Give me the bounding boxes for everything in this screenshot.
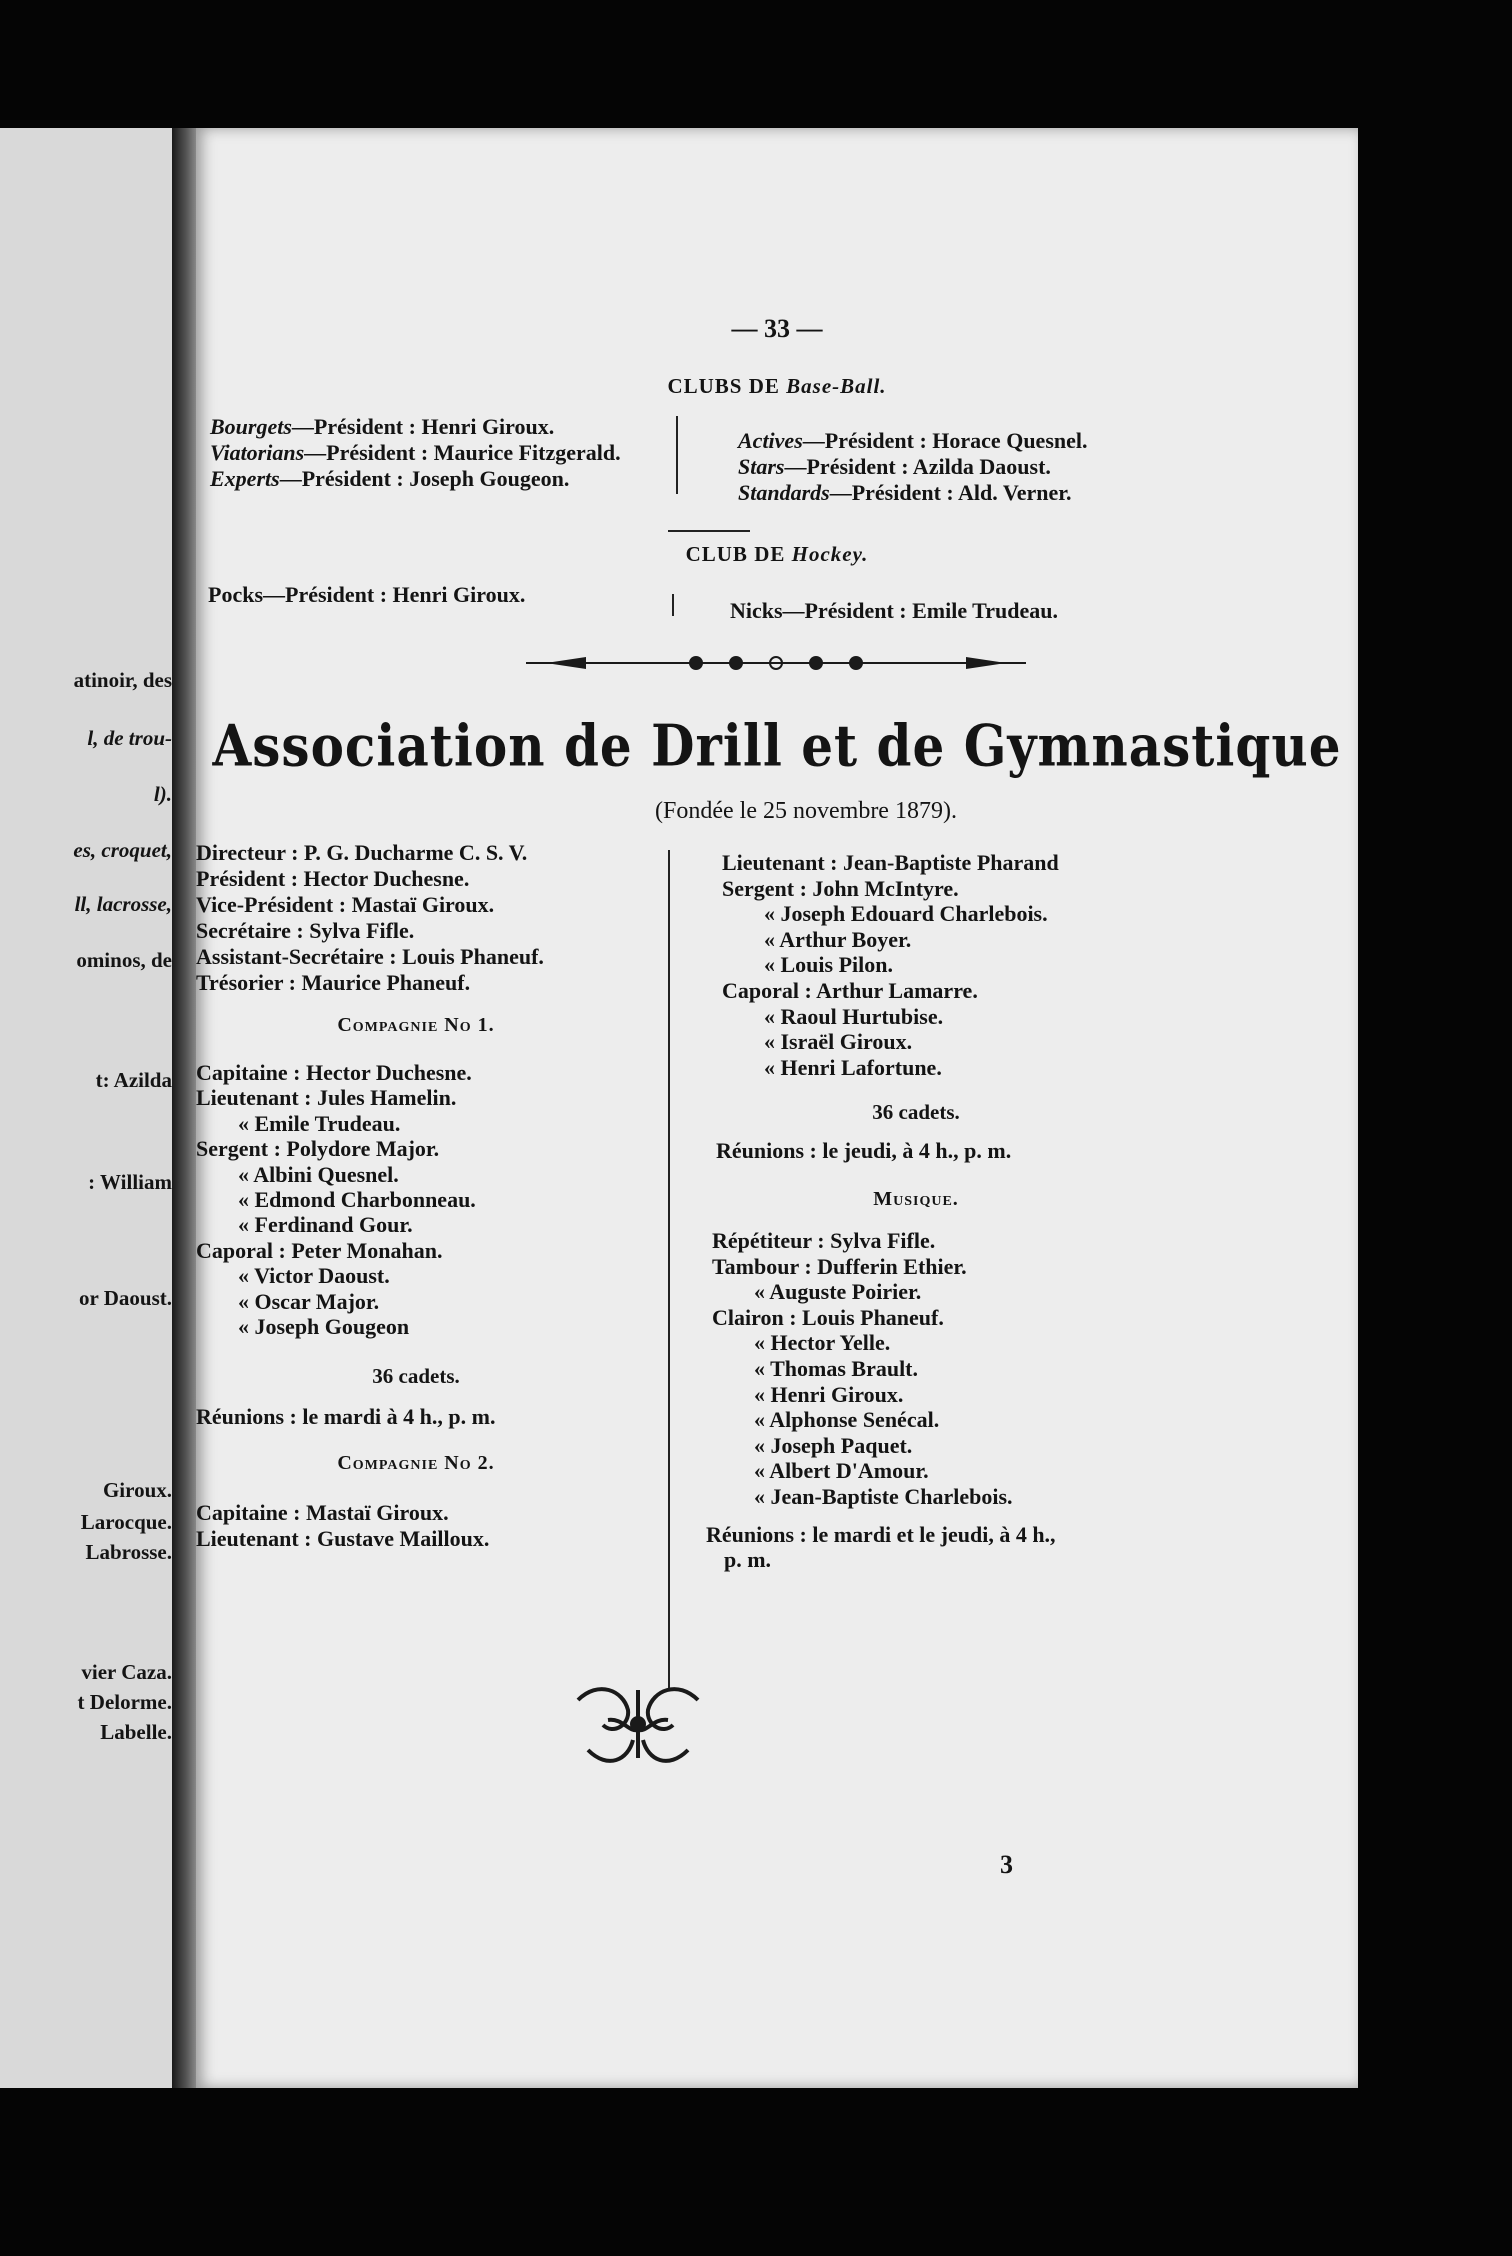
left-page-text-fragment: l, de trou- <box>87 726 172 750</box>
member-entry: « Henri Lafortune. <box>764 1054 942 1080</box>
club-entry: Actives—Président : Horace Quesnel. <box>738 428 1088 453</box>
hockey-right-club: Nicks—Président : Emile Trudeau. <box>730 598 1058 623</box>
club-entry: Standards—Président : Ald. Verner. <box>738 480 1072 505</box>
right-column-meetings: Réunions : le jeudi, à 4 h., p. m. <box>716 1138 1012 1163</box>
signature-mark: 3 <box>1000 1850 1013 1879</box>
association-title: Association de Drill et de Gymnastique <box>212 711 1342 780</box>
column-rule <box>672 594 674 616</box>
baseball-left-list <box>210 414 621 492</box>
member-entry: « Edmond Charbonneau. <box>238 1187 476 1213</box>
club-entry: Viatorians—Président : Maurice Fitzgerald. <box>210 440 621 465</box>
member-entry: « Israël Giroux. <box>764 1029 913 1055</box>
member-entry: « Emile Trudeau. <box>238 1110 401 1136</box>
member-entry: Sergent : Polydore Major. <box>196 1136 440 1162</box>
member-entry: Tambour : Dufferin Ethier. <box>712 1253 967 1279</box>
left-page-text-fragment: ll, lacrosse, <box>74 892 172 916</box>
baseball-heading: CLUBS DE Base-Ball. <box>667 374 887 398</box>
member-entry: « Jean-Baptiste Charlebois. <box>754 1483 1013 1509</box>
company1-members <box>196 1060 476 1339</box>
member-entry: « Ferdinand Gour. <box>238 1212 413 1238</box>
left-page-text-fragment: vier Caza. <box>81 1660 172 1684</box>
member-entry: Caporal : Arthur Lamarre. <box>722 977 978 1003</box>
section-rule <box>668 530 750 532</box>
left-page-text-fragment: or Daoust. <box>79 1286 172 1310</box>
member-entry: « Albert D'Amour. <box>754 1458 929 1484</box>
officer-entry: Trésorier : Maurice Phaneuf. <box>196 970 471 995</box>
member-entry: Capitaine : Hector Duchesne. <box>196 1060 472 1085</box>
left-page-text-fragment: t: Azilda <box>95 1068 172 1092</box>
member-entry: « Thomas Brault. <box>754 1355 919 1381</box>
club-entry: Stars—Président : Azilda Daoust. <box>738 454 1051 479</box>
page-number: — 33 — <box>731 314 823 343</box>
member-entry: « Oscar Major. <box>238 1288 380 1314</box>
member-entry: Sergent : John McIntyre. <box>722 875 959 901</box>
association-founded: (Fondée le 25 novembre 1879). <box>655 798 957 824</box>
member-entry: Lieutenant : Jules Hamelin. <box>196 1085 457 1111</box>
member-entry: « Auguste Poirier. <box>754 1279 922 1305</box>
column-rule <box>676 416 678 494</box>
member-entry: Capitaine : Mastaï Giroux. <box>196 1500 449 1525</box>
member-entry: « Alphonse Senécal. <box>754 1407 940 1433</box>
previous-page-edge <box>0 128 174 2088</box>
officer-entry: Vice-Président : Mastaï Giroux. <box>196 892 495 917</box>
floral-ornament-icon <box>568 1680 708 1766</box>
right-column-members <box>722 850 1059 1080</box>
ornamental-rule-icon <box>526 652 1026 674</box>
left-page-text-fragment: t Delorme. <box>77 1690 172 1714</box>
member-entry: « Joseph Gougeon <box>238 1314 410 1340</box>
hockey-left-club: Pocks—Président : Henri Giroux. <box>208 582 526 607</box>
member-entry: « Hector Yelle. <box>754 1330 891 1356</box>
musique-members <box>712 1228 1013 1510</box>
musique-heading: Musique. <box>873 1188 959 1210</box>
officer-entry: Secrétaire : Sylva Fifle. <box>196 918 415 943</box>
member-entry: « Joseph Paquet. <box>754 1432 913 1458</box>
left-page-text-fragment: atinoir, des <box>73 668 172 692</box>
officers-list <box>196 840 544 996</box>
club-entry: Bourgets—Président : Henri Giroux. <box>210 414 555 439</box>
member-entry: Répétiteur : Sylva Fifle. <box>712 1228 936 1253</box>
club-entry: Experts—Président : Joseph Gougeon. <box>210 466 570 491</box>
left-page-text-fragment: Labelle. <box>100 1720 172 1744</box>
left-page-text-fragment: ominos, de <box>76 948 172 972</box>
officer-entry: Président : Hector Duchesne. <box>196 866 470 891</box>
left-page-text-fragment: : William <box>88 1170 172 1194</box>
officer-entry: Directeur : P. G. Ducharme C. S. V. <box>196 840 528 865</box>
member-entry: « Louis Pilon. <box>764 952 893 978</box>
company1-cadets: 36 cadets. <box>372 1364 460 1388</box>
company2-heading: Compagnie No 2. <box>337 1452 495 1474</box>
member-entry: Lieutenant : Jean-Baptiste Pharand <box>722 850 1059 875</box>
musique-meetings: Réunions : le mardi et le jeudi, à 4 h., p. m. <box>706 1522 1056 1572</box>
right-column-cadets: 36 cadets. <box>872 1100 960 1124</box>
left-page-text-fragment: Labrosse. <box>85 1540 172 1564</box>
left-page-text-fragment: l). <box>153 782 172 806</box>
member-entry: « Albini Quesnel. <box>238 1161 399 1187</box>
company2-members <box>196 1500 489 1552</box>
member-entry: Lieutenant : Gustave Mailloux. <box>196 1526 490 1551</box>
book-page <box>196 128 1358 2088</box>
officer-entry: Assistant-Secrétaire : Louis Phaneuf. <box>196 944 544 969</box>
company1-meetings: Réunions : le mardi à 4 h., p. m. <box>196 1404 496 1429</box>
left-page-text-fragment: Giroux. <box>102 1478 172 1502</box>
baseball-right-list <box>738 428 1088 506</box>
member-entry: « Arthur Boyer. <box>764 926 912 952</box>
member-entry: Caporal : Peter Monahan. <box>196 1237 443 1263</box>
member-entry: Clairon : Louis Phaneuf. <box>712 1304 944 1330</box>
member-entry: « Joseph Edouard Charlebois. <box>764 901 1048 927</box>
member-entry: « Raoul Hurtubise. <box>764 1003 944 1029</box>
column-rule <box>668 850 670 1690</box>
member-entry: « Henri Giroux. <box>754 1381 904 1407</box>
left-page-text-fragment: es, croquet, <box>73 838 172 862</box>
company1-heading: Compagnie No 1. <box>337 1014 495 1036</box>
book-gutter <box>172 128 196 2088</box>
left-page-text-fragment: Larocque. <box>80 1510 172 1534</box>
member-entry: « Victor Daoust. <box>238 1263 390 1289</box>
hockey-heading: CLUB DE Hockey. <box>685 542 869 566</box>
